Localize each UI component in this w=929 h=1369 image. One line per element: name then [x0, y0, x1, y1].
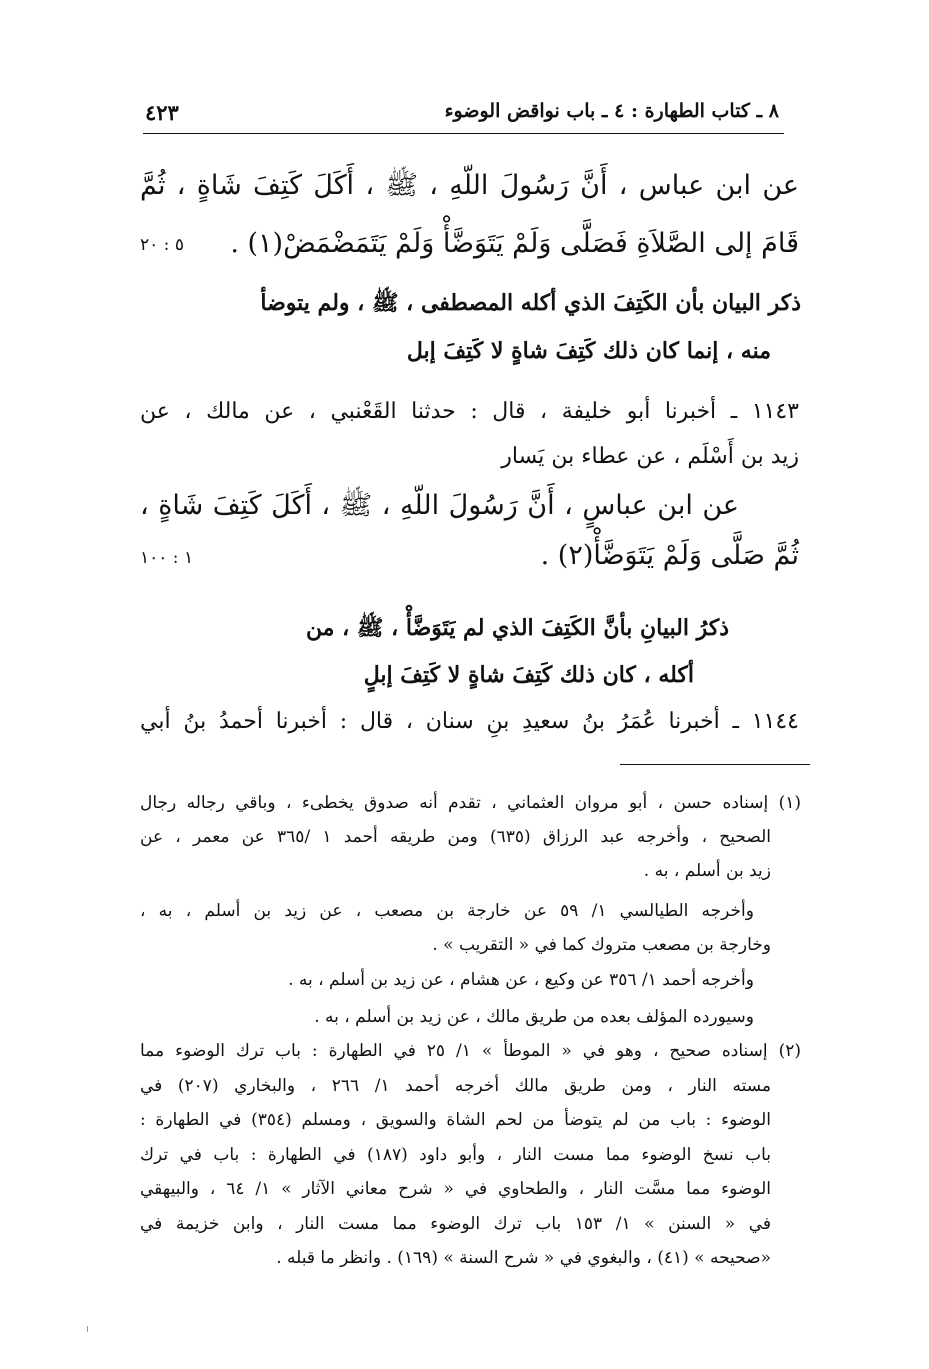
- footnote-2-line-6: في « السنن » ١/ ١٥٣ باب ترك الوضوء مما مست النار ، وابن خزيمة في: [140, 1214, 771, 1234]
- hadith-1143-marker: ١ : ١٠٠: [140, 548, 194, 568]
- hadith-1142-line-1: عن ابن عباس ، أَنَّ رَسُولَ اللّهِ ، ﷺ ، أَكَلَ كَتِفَ شَاةٍ ، ثُمَّ: [140, 170, 799, 201]
- footnote-1-line-4: وأخرجه الطيالسي ١/ ٥٩ عن خارجة بن مصعب ، عن زيد بن أسلم ، به ،: [140, 901, 754, 921]
- header-rule: [143, 133, 784, 134]
- hadith-1143-line-3: عن ابن عباسٍ ، أَنَّ رَسُولَ اللّهِ ، ﷺ ، أَكَلَ كَتِفَ شَاةٍ ،: [140, 490, 739, 521]
- chapter-heading-2-line-1: ذكرُ البيانِ بأنَّ الكَتِفَ الذي لم يَتَوَضَّأْ ، ﷺ ، من: [305, 615, 729, 641]
- hadith-1144-line-1: ١١٤٤ ـ أخبرنا عُمَرُ بنُ سعيدِ بنِ سنان ، قال : أخبرنا أحمدُ بنُ أبي: [140, 709, 799, 734]
- footnote-2-line-1: (٢) إسناده صحيح ، وهو في « الموطأ » ١/ ٢٥ في الطهارة : باب ترك الوضوء مما: [140, 1041, 802, 1061]
- hadith-1142-marker: ٥ : ٢٠: [140, 235, 184, 255]
- footnote-1-line-7: وسيورده المؤلف بعده من طريق مالك ، عن زيد بن أسلم ، به .: [314, 1007, 754, 1027]
- chapter-heading-1-line-1: ذكر البيان بأن الكَتِفَ الذي أكله المصطفى ، ﷺ ، ولم يتوضأ: [260, 290, 801, 316]
- running-header-title: ٨ ـ كتاب الطهارة : ٤ ـ باب نواقض الوضوء: [444, 100, 779, 122]
- chapter-heading-1-line-2: منه ، إنما كان ذلك كَتِفَ شاةٍ لا كَتِفَ إبل: [406, 338, 771, 364]
- footnote-1-line-6: وأخرجه أحمد ١/ ٣٥٦ عن وكيع ، عن هشام ، عن زيد بن أسلم ، به .: [288, 970, 754, 990]
- hadith-1143-line-2: زيد بن أَسْلَم ، عن عطاء بن يَسار: [501, 444, 799, 469]
- hadith-1143-line-1: ١١٤٣ ـ أخبرنا أبو خليفة ، قال : حدثنا القَعْنبي ، عن مالك ، عن: [140, 399, 799, 424]
- hadith-1143-line-4: ثُمَّ صَلَّى وَلَمْ يَتَوَضَّأْ(٢) .: [540, 540, 799, 571]
- footnote-2-line-2: مسته النار ، ومن طريق مالك أخرجه أحمد ١/ ٢٦٦ ، والبخاري (٢٠٧) في: [140, 1076, 771, 1096]
- page-number: ٤٢٣: [145, 100, 179, 125]
- footnote-1-line-5: وخارجة بن مصعب متروك كما في « التقريب » .: [432, 935, 771, 955]
- footnote-1-line-3: زيد بن أسلم ، به .: [643, 861, 771, 881]
- hadith-1142-line-2: قَامَ إلى الصَّلاَةِ فَصَلَّى وَلَمْ يَتَوَضَّأْ وَلَمْ يَتَمَضْمَضْ(١) .: [230, 228, 799, 259]
- chapter-heading-2-line-2: أكله ، كان ذلك كَتِفَ شاةٍ لا كَتِفَ إبلٍ: [363, 662, 694, 688]
- footnote-1-line-2: الصحيح ، وأخرجه عبد الرزاق (٦٣٥) ومن طريقه أحمد ١ /٣٦٥ عن معمر ، عن: [140, 827, 771, 847]
- footnote-2-line-3: الوضوء : باب من لم يتوضأ من لحم الشاة والسويق ، ومسلم (٣٥٤) في الطهارة :: [140, 1110, 771, 1130]
- footnote-2-line-7: «صحيحه » (٤١) ، والبغوي في « شرح السنة » (١٦٩) . وانظر ما قبله .: [276, 1248, 771, 1268]
- footnote-2-line-4: باب نسخ الوضوء مما مست النار ، وأبو داود (١٨٧) في الطهارة : باب في ترك: [140, 1145, 771, 1165]
- footnote-1-line-1: (١) إسناده حسن ، أبو مروان العثماني ، تقدم أنه صدوق يخطىء ، وباقي رجاله رجال: [140, 793, 801, 813]
- scan-speck: [87, 1326, 88, 1332]
- footnote-2-line-5: الوضوء مما مسَّت النار ، والطحاوي في « شرح معاني الآثار » ١/ ٦٤ ، والبيهقي: [140, 1179, 771, 1199]
- footnote-rule: [620, 764, 810, 765]
